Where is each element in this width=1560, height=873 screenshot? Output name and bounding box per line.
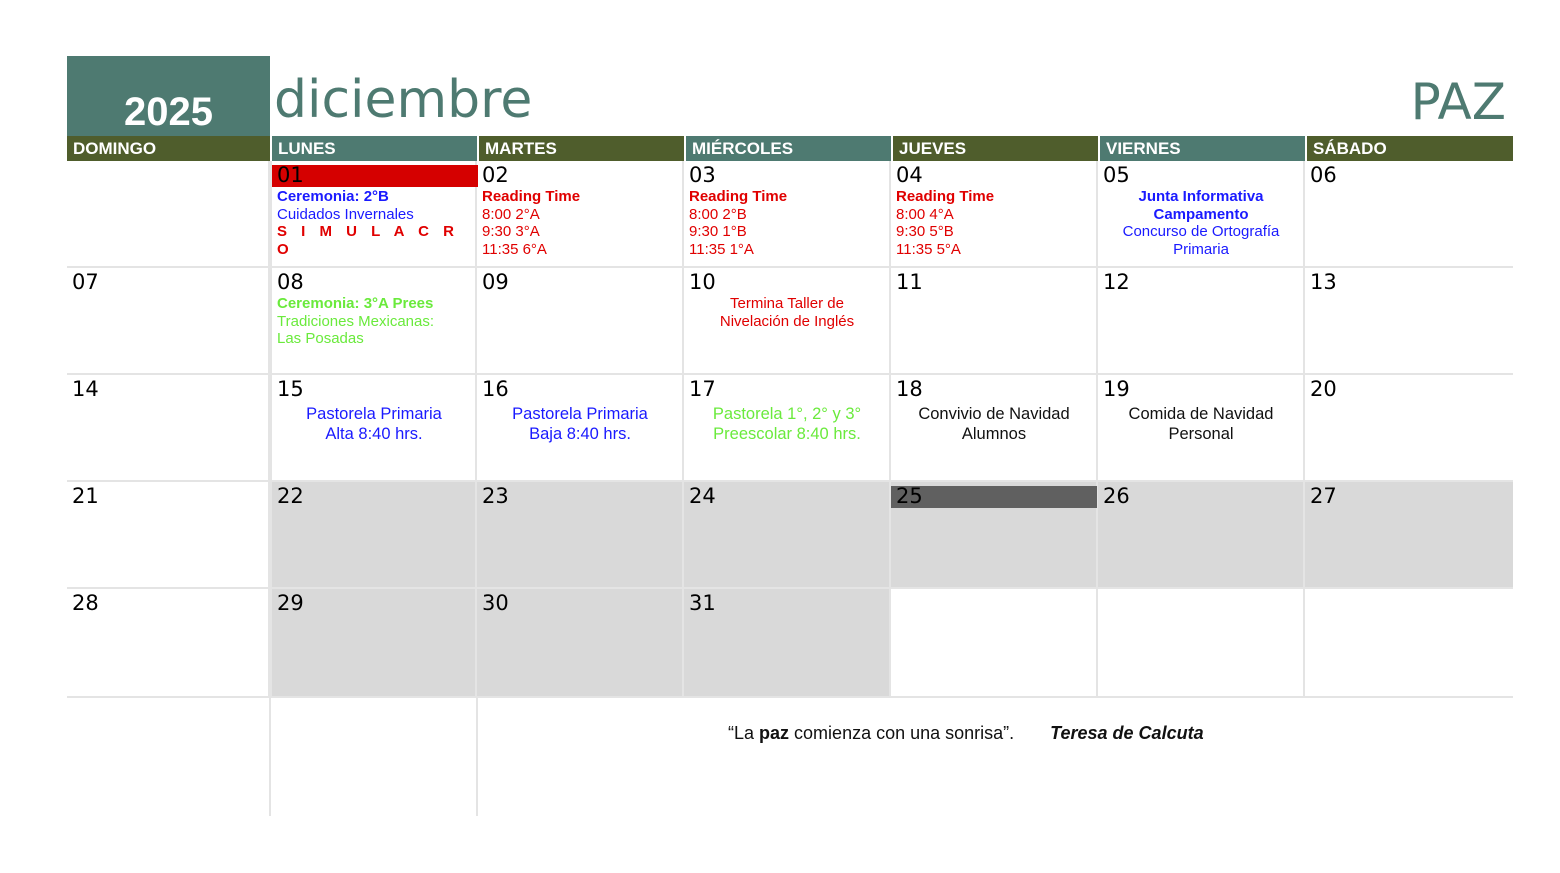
- event-line: 8:00 2°A: [482, 205, 540, 223]
- day-cell-06[interactable]: [1305, 161, 1513, 268]
- month-title: diciembre: [274, 70, 533, 130]
- day-number: 30: [482, 591, 509, 615]
- weekday-martes: MARTES: [477, 136, 684, 161]
- day-number: 28: [72, 591, 99, 615]
- day-events: [689, 295, 885, 330]
- day-number: 08: [277, 270, 304, 294]
- day-number: 10: [689, 270, 716, 294]
- day-cell-26[interactable]: [1098, 482, 1305, 589]
- day-events: [482, 188, 678, 258]
- day-number: 26: [1103, 484, 1130, 508]
- event-line: Alumnos: [961, 424, 1027, 443]
- event-line: Termina Taller de: [730, 295, 844, 312]
- event-line: Junta Informativa: [1138, 188, 1264, 205]
- day-events: [896, 405, 1092, 444]
- day-cell-21[interactable]: [67, 482, 270, 589]
- day-events: [482, 405, 678, 444]
- day-cell-31[interactable]: [684, 589, 891, 696]
- event-line: Tradiciones Mexicanas:: [277, 312, 435, 330]
- day-cell-12[interactable]: [1098, 268, 1305, 375]
- day-cell-16[interactable]: [477, 375, 684, 482]
- day-number: 20: [1310, 377, 1337, 401]
- event-line: Reading Time: [896, 188, 995, 205]
- event-line: Cuidados Invernales: [277, 205, 414, 223]
- day-number: 29: [277, 591, 304, 615]
- event-line: S I M U L A C R O: [277, 223, 459, 258]
- day-number: 22: [277, 484, 304, 508]
- day-cell-05[interactable]: [1098, 161, 1305, 268]
- notes-column-divider: [269, 698, 271, 816]
- day-cell-01[interactable]: [270, 161, 477, 268]
- event-line: Pastorela Primaria: [306, 405, 442, 423]
- day-number: 13: [1310, 270, 1337, 294]
- event-line: Baja 8:40 hrs.: [529, 424, 631, 443]
- day-number: 17: [689, 377, 716, 401]
- quote-bold-word: paz: [759, 723, 790, 743]
- event-line: Convivio de Navidad: [918, 405, 1070, 423]
- day-number: 09: [482, 270, 509, 294]
- day-events: [1103, 405, 1299, 444]
- day-cell-08[interactable]: [270, 268, 477, 375]
- weekday-lunes: LUNES: [270, 136, 477, 161]
- event-line: Pastorela Primaria: [512, 405, 648, 423]
- day-number: 24: [689, 484, 716, 508]
- weekday-miercoles: MIÉRCOLES: [684, 136, 891, 161]
- day-cell-09[interactable]: [477, 268, 684, 375]
- event-line: 9:30 3°A: [482, 223, 540, 240]
- day-cell-29[interactable]: [270, 589, 477, 696]
- day-cell-07[interactable]: [67, 268, 270, 375]
- day-cell-14[interactable]: [67, 375, 270, 482]
- weekday-sabado: SÁBADO: [1305, 136, 1513, 161]
- day-cell-24[interactable]: [684, 482, 891, 589]
- day-number: 07: [72, 270, 99, 294]
- day-number: 21: [72, 484, 99, 508]
- day-cell-28[interactable]: [67, 589, 270, 696]
- event-line: Ceremonia: 2°B: [277, 188, 389, 205]
- day-cell-empty: [1098, 589, 1305, 696]
- notes-column-divider: [476, 698, 478, 816]
- event-line: Alta 8:40 hrs.: [325, 424, 423, 443]
- year-label: 2025: [124, 90, 213, 134]
- event-line: Reading Time: [689, 188, 788, 205]
- day-events: [277, 295, 471, 348]
- day-number: 11: [896, 270, 923, 294]
- day-cell-04[interactable]: [891, 161, 1098, 268]
- quote: [728, 723, 1204, 744]
- quote-open: “La: [728, 723, 760, 743]
- day-number: 02: [482, 163, 509, 187]
- day-number: 16: [482, 377, 509, 401]
- day-number: 25: [896, 484, 923, 508]
- day-number: 31: [689, 591, 716, 615]
- theme-title: PAZ: [1410, 73, 1506, 131]
- day-number: 03: [689, 163, 716, 187]
- event-line: Preescolar 8:40 hrs.: [713, 424, 861, 443]
- day-cell-23[interactable]: [477, 482, 684, 589]
- weekday-header-row: [67, 136, 1513, 161]
- weekday-viernes: VIERNES: [1098, 136, 1305, 161]
- event-line: Personal: [1168, 424, 1234, 443]
- day-number: 15: [277, 377, 304, 401]
- day-events: [277, 405, 471, 444]
- day-cell-empty: [1305, 589, 1513, 696]
- event-line: Ceremonia: 3°A Prees: [277, 295, 434, 312]
- day-events: [896, 188, 1092, 258]
- event-line: Nivelación de Inglés: [719, 312, 855, 330]
- quote-rest: comienza con una sonrisa”.: [789, 723, 1015, 743]
- year-banner: [67, 56, 270, 136]
- day-number: 23: [482, 484, 509, 508]
- event-line: Reading Time: [482, 188, 581, 205]
- day-cell-15[interactable]: [270, 375, 477, 482]
- event-line: 8:00 2°B: [689, 205, 747, 223]
- day-number: 18: [896, 377, 923, 401]
- day-number: 04: [896, 163, 923, 187]
- day-events: [277, 188, 471, 258]
- day-cell-25[interactable]: [891, 482, 1098, 589]
- day-cell-11[interactable]: [891, 268, 1098, 375]
- day-cell-13[interactable]: [1305, 268, 1513, 375]
- day-cell-19[interactable]: [1098, 375, 1305, 482]
- event-line: Concurso de Ortografía: [1122, 223, 1280, 240]
- event-line: 9:30 5°B: [896, 223, 954, 240]
- day-cell-20[interactable]: [1305, 375, 1513, 482]
- weekday-jueves: JUEVES: [891, 136, 1098, 161]
- day-cell-empty: [891, 589, 1098, 696]
- day-cell-10[interactable]: [684, 268, 891, 375]
- event-line: Primaria: [1173, 240, 1229, 258]
- event-line: Campamento: [1153, 205, 1249, 223]
- weekday-domingo: DOMINGO: [67, 136, 270, 161]
- day-cell-02[interactable]: [477, 161, 684, 268]
- day-cell-18[interactable]: [891, 375, 1098, 482]
- day-cell-03[interactable]: [684, 161, 891, 268]
- day-number: 27: [1310, 484, 1337, 508]
- day-number: 05: [1103, 163, 1130, 187]
- day-cell-27[interactable]: [1305, 482, 1513, 589]
- event-line: Comida de Navidad: [1128, 405, 1274, 423]
- day-events: [689, 188, 885, 258]
- event-line: Las Posadas: [277, 330, 364, 347]
- day-events: [1103, 188, 1299, 258]
- day-cell-17[interactable]: [684, 375, 891, 482]
- event-line: 8:00 4°A: [896, 205, 954, 223]
- event-line: 11:35 6°A: [482, 240, 547, 258]
- event-line: 9:30 1°B: [689, 223, 747, 240]
- day-cell-empty: [67, 161, 270, 268]
- event-line: 11:35 1°A: [689, 240, 754, 258]
- day-number: 19: [1103, 377, 1130, 401]
- day-cell-30[interactable]: [477, 589, 684, 696]
- day-number: 06: [1310, 163, 1337, 187]
- day-number: 14: [72, 377, 99, 401]
- day-number: 01: [277, 163, 304, 187]
- day-events: [689, 405, 885, 444]
- event-line: Pastorela 1°, 2° y 3°: [712, 405, 862, 423]
- day-cell-22[interactable]: [270, 482, 477, 589]
- day-number: 12: [1103, 270, 1130, 294]
- notes-divider: [67, 696, 1513, 698]
- quote-author: Teresa de Calcuta: [1050, 723, 1204, 743]
- event-line: 11:35 5°A: [896, 240, 961, 258]
